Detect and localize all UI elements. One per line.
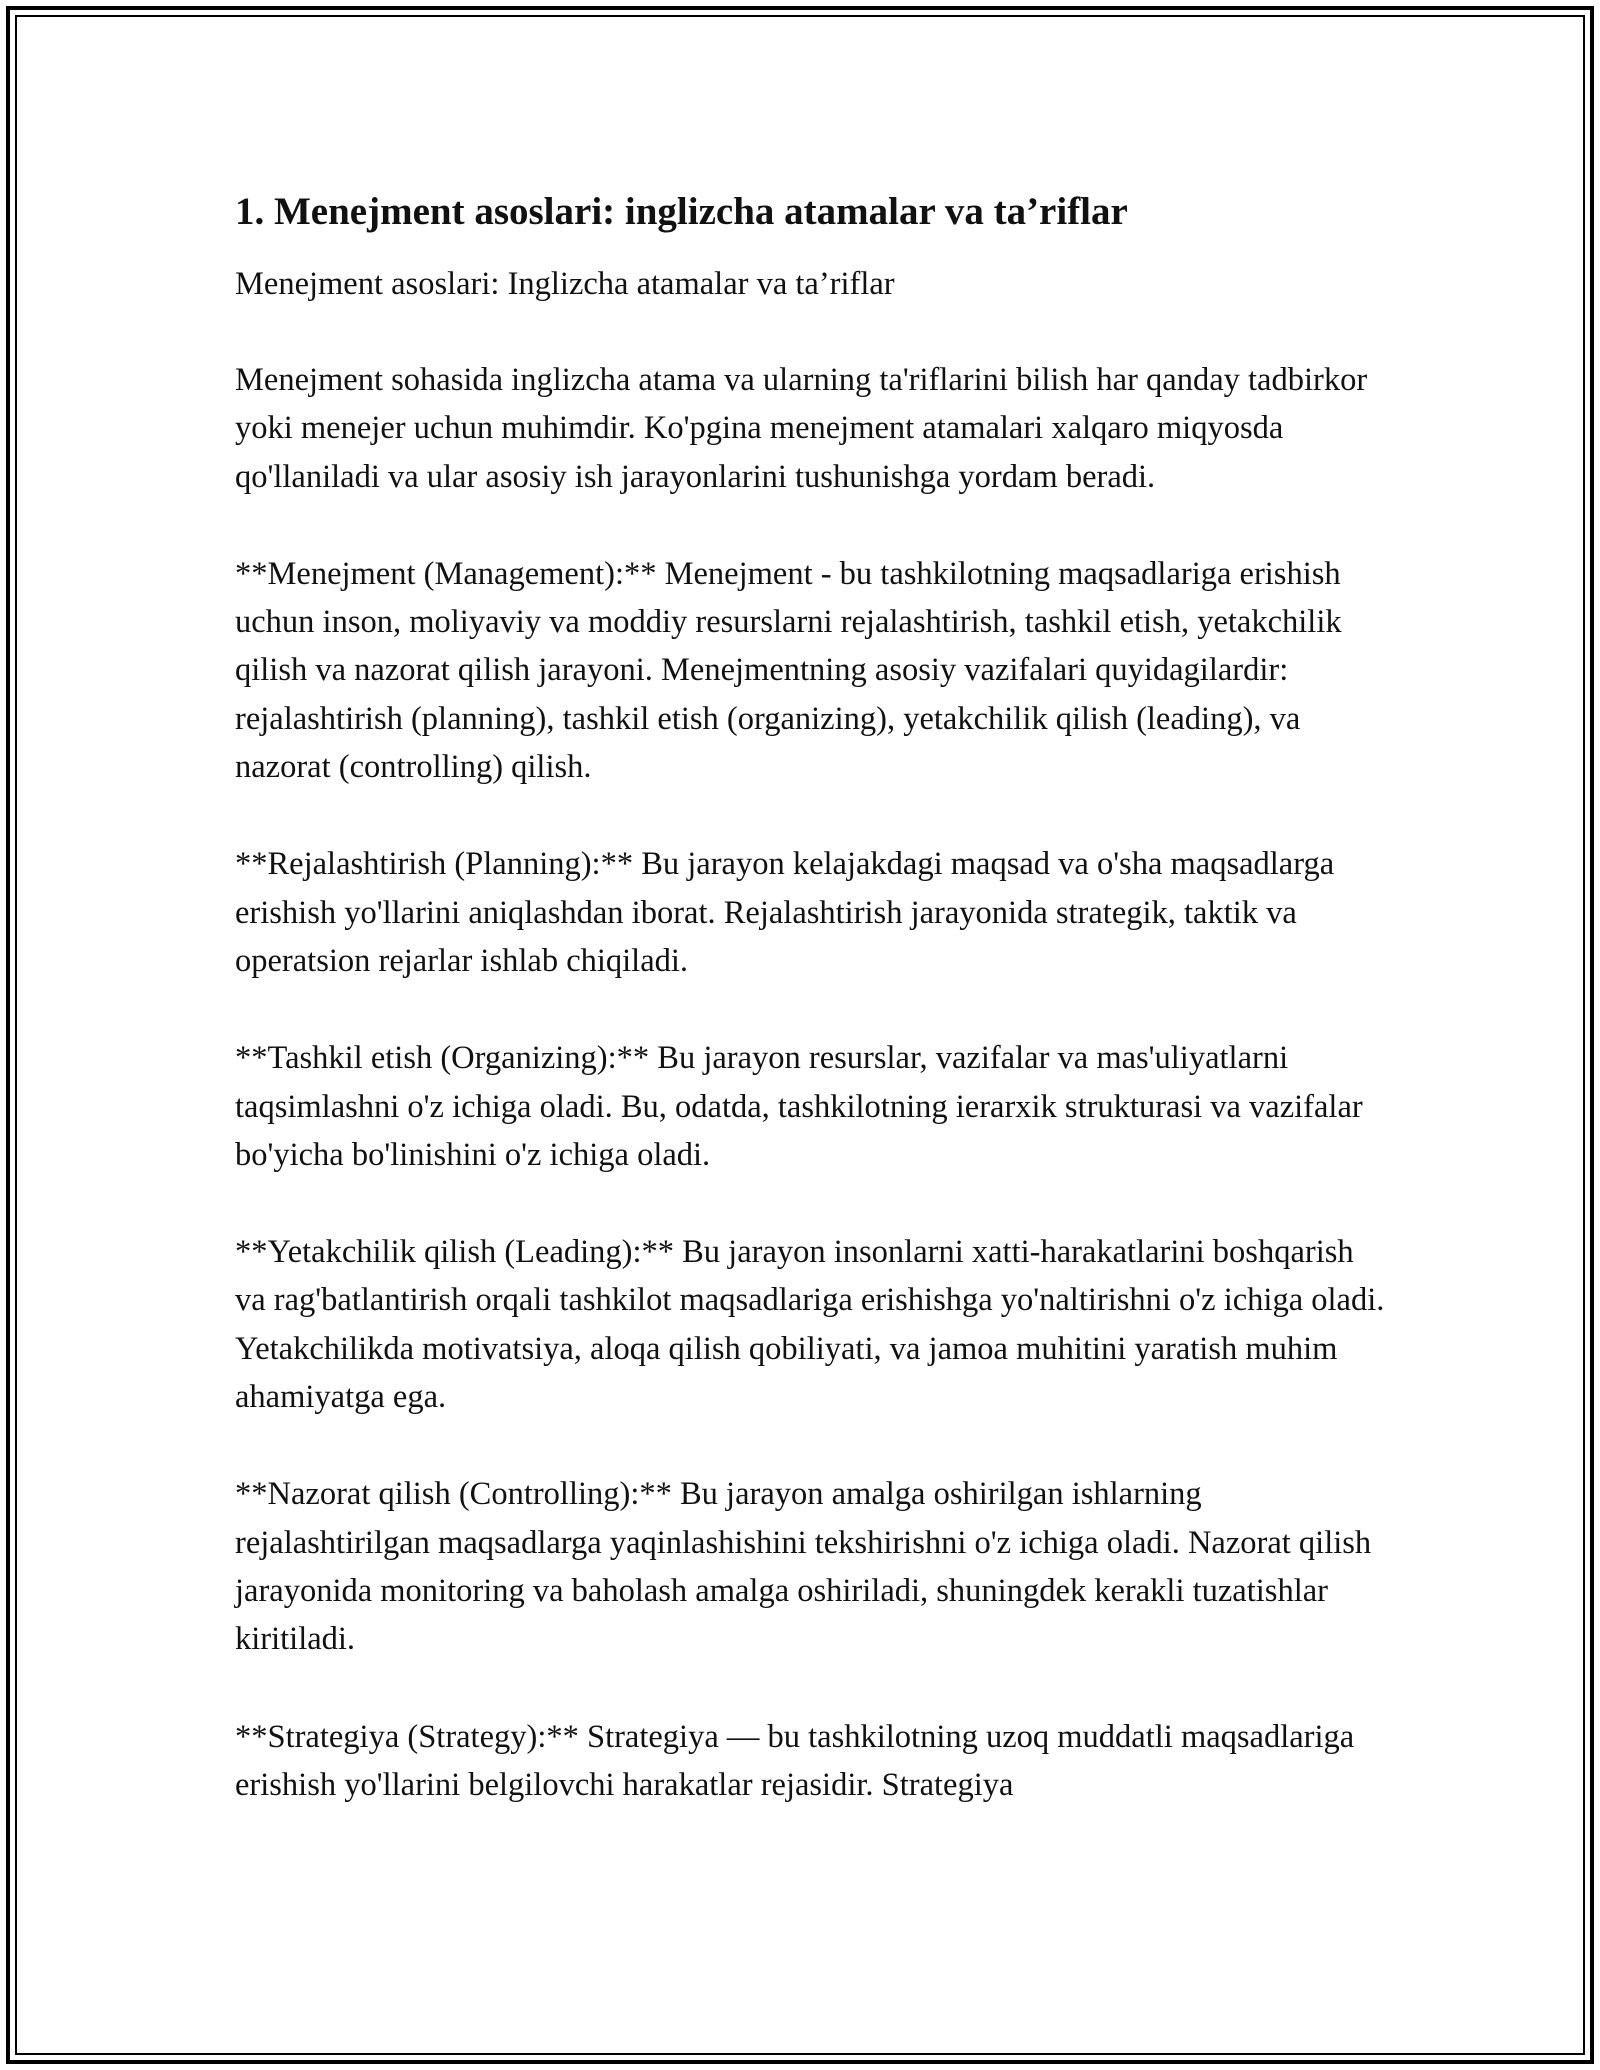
- paragraph-planning: **Rejalashtirish (Planning):** Bu jarayon kelajakdagi maqsad va o'sha maqsadlarga erishish yo'llarini aniqlashdan iborat. Rejalashtirish jarayonida strategik, taktik va operatsion rejarlar ishlab chiqiladi.: [235, 846, 1335, 979]
- document-subtitle: Menejment asoslari: Inglizcha atamalar va ta’riflar: [235, 266, 895, 302]
- paragraph-organizing: **Tashkil etish (Organizing):** Bu jarayon resurslar, vazifalar va mas'uliyatlarni taqsimlashni o'z ichiga oladi. Bu, odatda, tashkilotning ierarxik strukturasi va vazifalar bo'yicha bo'linishini o'z ichiga oladi.: [235, 1040, 1363, 1173]
- document-body: [235, 186, 1385, 1858]
- paragraph-controlling: **Nazorat qilish (Controlling):** Bu jarayon amalga oshirilgan ishlarning rejalashtirilgan maqsadlarga yaqinlashishini tekshirishni o'z ichiga oladi. Nazorat qilish jarayonida monitoring va baholash amalga oshiriladi, shuningdek kerakli tuzatishlar kiritiladi.: [235, 1476, 1372, 1658]
- paragraph-management: **Menejment (Management):** Menejment - bu tashkilotning maqsadlariga erishish uchun inson, moliyaviy va moddiy resurslarni rejalashtirish, tashkil etish, yetakchilik qilish va nazorat qilish jarayoni. Menejmentning asosiy vazifalari quyidagilardir: rejalashtirish (planning), tashkil etish (organizing), yetakchilik qilish (leading), va nazorat (controlling) qilish.: [235, 555, 1342, 786]
- paragraph-intro: Menejment sohasida inglizcha atama va ularning ta'riflarini bilish har qanday tadbirkor yoki menejer uchun muhimdir. Ko'pgina menejment atamalari xalqaro miqyosda qo'llaniladi va ular asosiy ish jarayonlarini tushunishga yordam beradi.: [235, 362, 1368, 495]
- paragraph-strategy: **Strategiya (Strategy):** Strategiya — bu tashkilotning uzoq muddatli maqsadlariga erishish yo'llarini belgilovchi harakatlar rejasidir. Strategiya: [235, 1718, 1355, 1803]
- document-title: 1. Menejment asoslari: inglizcha atamalar va ta’riflar: [235, 190, 1128, 233]
- paragraph-leading: **Yetakchilik qilish (Leading):** Bu jarayon insonlarni xatti-harakatlarini boshqarish va rag'batlantirish orqali tashkilot maqsadlariga erishishga yo'naltirishni o'z ichiga oladi. Yetakchilikda motivatsiya, aloqa qilish qobiliyati, va jamoa muhitini yaratish muhim ahamiyatga ega.: [235, 1234, 1385, 1416]
